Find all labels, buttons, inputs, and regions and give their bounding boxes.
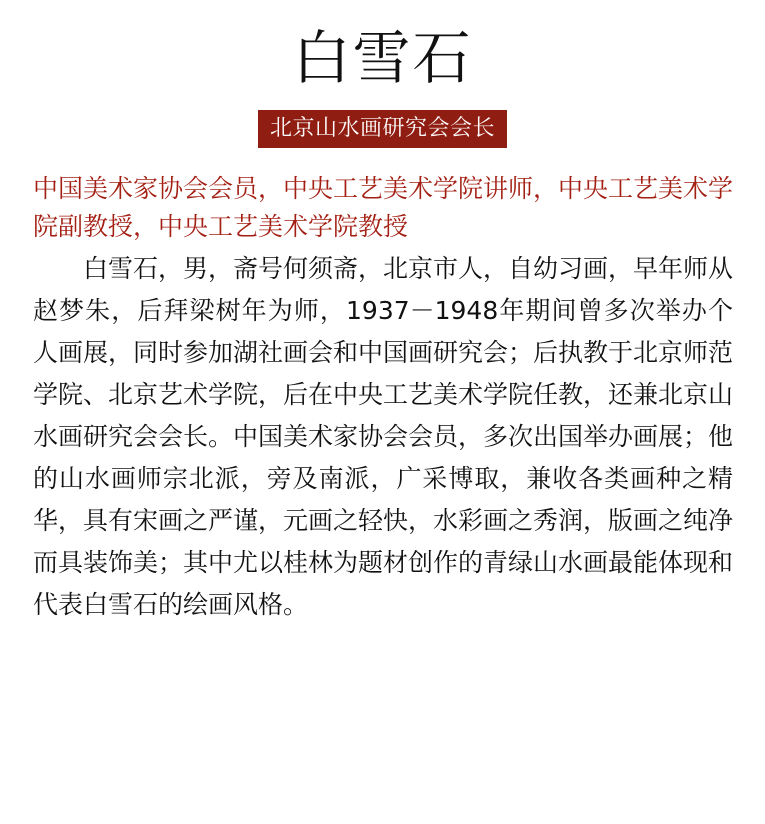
- page-title: 白雪石: [292, 24, 473, 92]
- title-banner: 北京山水画研究会会长: [258, 110, 507, 148]
- credentials-text: 中国美术家协会会员，中央工艺美术学院讲师，中央工艺美术学院副教授，中央工艺美术学院教授: [33, 174, 734, 241]
- banner-container: [0, 110, 765, 148]
- biography-paragraph: 白雪石，男，斋号何须斋，北京市人，自幼习画，早年师从赵梦朱，后拜梁树年为师，1937－1948年期间曾多次举办个人画展，同时参加湖社画会和中国画研究会；后执教于北京师范学院、北京艺术学院，后在中央工艺美术学院任教，还兼北京山水画研究会会长。中国美术家协会会员，多次出国举办画展；他的山水画师宗北派，旁及南派，广采博取，兼收各类画种之精华，具有宋画之严谨，元画之轻快，水彩画之秀润，版画之纯净而具装饰美；其中尤以桂林为题材创作的青绿山水画最能体现和代表白雪石的绘画风格。: [33, 254, 734, 619]
